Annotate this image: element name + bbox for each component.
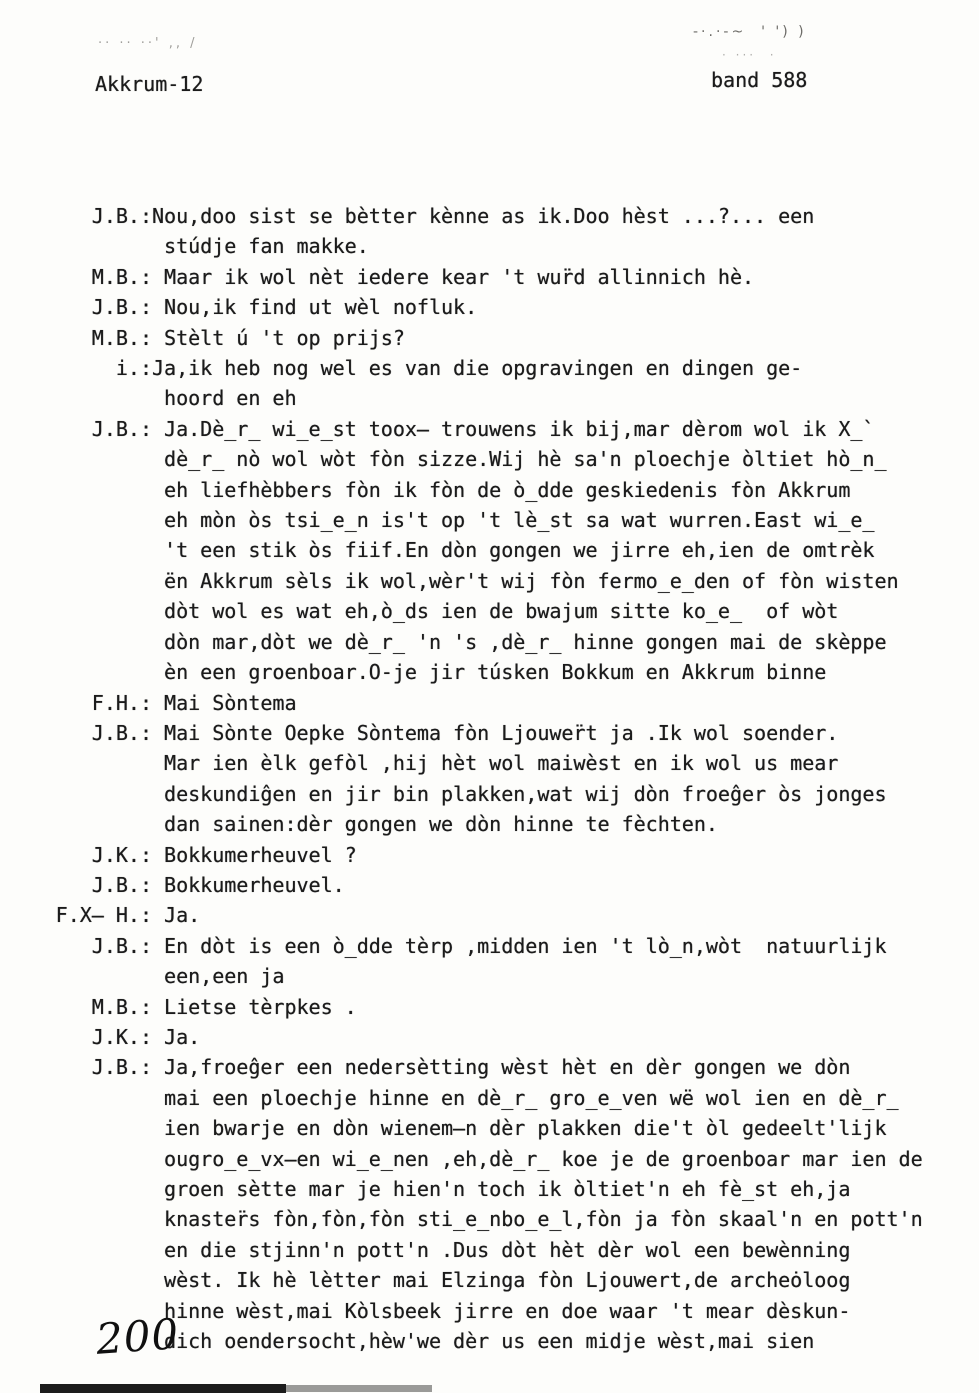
transcript-line (40, 1204, 960, 1234)
line-text: Ja. (152, 903, 201, 928)
transcript-line (40, 1113, 960, 1143)
transcript-line (40, 323, 960, 353)
line-text: ien bwarje en dòn wienem̶n dèr plakken die't òl gedeelt'lijk (152, 1116, 887, 1141)
transcript-line (40, 809, 960, 839)
transcript-line (40, 840, 960, 870)
transcript-line (40, 1022, 960, 1052)
transcript-line (40, 383, 960, 413)
speaker-label (40, 1235, 152, 1265)
transcript-line (40, 961, 960, 991)
speaker-label: F.H.: (91, 690, 152, 715)
transcript-line (40, 475, 960, 505)
speaker-label (40, 779, 152, 809)
speaker-label: J.B.: (91, 872, 152, 897)
speaker-label (40, 961, 152, 991)
speaker-label: J.B.: (91, 416, 152, 441)
transcript-line (40, 992, 960, 1022)
scan-artifact-bar-tail (286, 1385, 432, 1392)
transcript-line (40, 444, 960, 474)
line-text: dè̲r̲ nò wol wòt fòn sizze.Wij hè sa'n ploechje òltiet hò̲n̲ (152, 447, 887, 472)
transcript-line (40, 1174, 960, 1204)
speaker-label: J.K.: (91, 842, 152, 867)
transcript-line (40, 414, 960, 444)
speaker-label: J.B.: (91, 933, 152, 958)
line-text: Bokkumerheuvel. (152, 872, 345, 897)
speaker-label (40, 748, 152, 778)
speaker-label (40, 383, 152, 413)
line-text: Ja.Dè̲r̲ wi̲e̲st toox̶ trouwens ik bij,mar dèrom wol ik X̲` (152, 416, 875, 441)
line-text: stúdje fan makke. (152, 234, 369, 259)
line-text: Ja,froeĝer een nedersètting wèst hèt en dèr gongen we dòn (152, 1055, 851, 1080)
transcript-line (40, 596, 960, 626)
line-text: èn een groenboar.O-je jir túsken Bokkum en Akkrum binne (152, 660, 827, 685)
speaker-label (40, 596, 152, 626)
transcript-line (40, 1052, 960, 1082)
line-text: mai een ploechje hinne en dè̲r̲ gro̲e̲ven wë wol ien en dè̲r̲ (152, 1085, 899, 1110)
transcript-line (40, 1235, 960, 1265)
line-text: Ja,ik heb nog wel es van die opgravingen en dingen ge- (152, 356, 803, 381)
speaker-label: M.B.: (91, 994, 152, 1019)
line-text: Nou,ik find ut wèl nofluk. (152, 295, 478, 320)
transcript-line (40, 535, 960, 565)
line-text: wèst. Ik hè lètter mai Elzinga fòn Ljouwert,de archeȯloog (152, 1268, 851, 1293)
transcript-line (40, 231, 960, 261)
transcript-line (40, 779, 960, 809)
band-label: band 588 (711, 68, 808, 92)
transcript (40, 201, 960, 1356)
line-text: Stèlt ú 't op prijs? (152, 325, 405, 350)
transcript-line (40, 688, 960, 718)
speaker-label (40, 444, 152, 474)
transcript-line (40, 900, 960, 930)
line-text: een,een ja (152, 964, 285, 989)
line-text: Mai Sòntema (152, 690, 297, 715)
line-text: 't een stik òs fiif.En dòn gongen we jirre eh,ien de omtrèk (152, 538, 875, 563)
page-label: Akkrum-12 (95, 72, 204, 96)
transcript-line (40, 353, 960, 383)
transcript-line (40, 1265, 960, 1295)
speaker-label: J.B.: (91, 1055, 152, 1080)
ink-smudge-top-right-upper: -·.·-~ ' ') ) (693, 24, 807, 40)
line-text: eh mòn òs tsi̲e̲n is't op 't lè̲st sa wat wurren.East wi̲e̲ (152, 508, 875, 533)
line-text: Maar ik wol nèt iedere kear 't wur̈d allinnich hè. (152, 264, 755, 289)
line-text: ougro̲e̲vx̶en wi̲e̲nen ,eh,dè̲r̲ koe je de groenboar mar ien de (152, 1146, 923, 1171)
speaker-label: J.B.: (91, 204, 152, 228)
speaker-label: i.: (115, 356, 152, 381)
line-text: Ja. (152, 1024, 201, 1049)
speaker-label (40, 1144, 152, 1174)
transcript-line (40, 657, 960, 687)
speaker-label (40, 1265, 152, 1295)
speaker-label (40, 505, 152, 535)
transcript-line (40, 292, 960, 322)
line-text: deskundiĝen en jir bin plakken,wat wij dòn froeĝer òs jonges (152, 781, 887, 806)
transcript-line (40, 262, 960, 292)
line-text: eh liefhèbbers fòn ik fòn de ò̲dde geskiedenis fòn Akkrum (152, 477, 851, 502)
transcript-line (40, 718, 960, 748)
pencil-smudge-top-left: ·· ·· ··' ,, / (98, 36, 198, 51)
ink-smudge-top-right-lower: · ··· · (722, 48, 777, 62)
speaker-label (40, 475, 152, 505)
line-text: dich oendersocht,hèw'we dèr us een midje wèst,mai sien (152, 1329, 815, 1354)
line-text: Mai Sònte Oepke Sòntema fòn Ljouwer̈t ja .Ik wol soender. (152, 720, 839, 745)
speaker-label (40, 535, 152, 565)
speaker-label (40, 1174, 152, 1204)
speaker-label: J.K.: (91, 1024, 152, 1049)
transcript-line (40, 1144, 960, 1174)
handwritten-page-number: 200 (94, 1309, 181, 1364)
transcript-line (40, 627, 960, 657)
transcript-line (40, 566, 960, 596)
line-text: dòn mar,dòt we dè̲r̲ 'n 's ,dè̲r̲ hinne gongen mai de skèppe (152, 629, 887, 654)
speaker-label (40, 809, 152, 839)
line-text: En dòt is een ò̲dde tèrp ,midden ien 't lò̲n,wòt natuurlijk (152, 933, 887, 958)
speaker-label (40, 627, 152, 657)
line-text: dòt wol es wat eh,ò̲ds ien de bwajum sitte ko̲e̲ of wòt (152, 599, 839, 624)
line-text: Nou,doo sist se bètter kènne as ik.Doo hèst ...?... een (152, 204, 815, 228)
line-text: groen sètte mar je hien'n toch ik òltiet'n eh fè̲st eh,ja (152, 1177, 851, 1201)
speaker-label (40, 1204, 152, 1234)
line-text: knaster̈s fòn,fòn,fòn sti̲e̲nbo̲e̲l,fòn ja fòn skaal'n en pott'n (152, 1207, 923, 1232)
line-text: ën Akkrum sèls ik wol,wèr't wij fòn fermo̲e̲den of fòn wisten (152, 568, 899, 593)
speaker-label (40, 566, 152, 596)
line-text: hinne wèst,mai Kòlsbeek jirre en doe waar 't mear dèskun- (152, 1298, 851, 1323)
transcript-line (40, 748, 960, 778)
transcript-line (40, 931, 960, 961)
speaker-label (40, 1113, 152, 1143)
line-text: hoord en eh (152, 386, 297, 411)
line-text: en die stjinn'n pott'n .Dus dòt hèt dèr wol een bewènning (152, 1237, 851, 1262)
line-text: Mar ien èlk gefòl ,hij hèt wol maiwèst en ik wol us mear (152, 751, 839, 776)
speaker-label (40, 1083, 152, 1113)
speaker-label: J.B.: (91, 295, 152, 320)
line-text: Lietse tèrpkes . (152, 994, 357, 1019)
speaker-label (40, 231, 152, 261)
speaker-label (40, 657, 152, 687)
transcript-line (40, 1083, 960, 1113)
transcript-line (40, 870, 960, 900)
transcript-line (40, 201, 960, 231)
transcript-line (40, 505, 960, 535)
speaker-label: M.B.: (91, 264, 152, 289)
speaker-label: F.X̶ H.: (55, 903, 152, 928)
line-text: dan sainen:dèr gongen we dòn hinne te fèchten. (152, 812, 718, 837)
scan-artifact-bar (40, 1384, 286, 1393)
speaker-label: M.B.: (91, 325, 152, 350)
line-text: Bokkumerheuvel ? (152, 842, 357, 867)
speaker-label: J.B.: (91, 720, 152, 745)
